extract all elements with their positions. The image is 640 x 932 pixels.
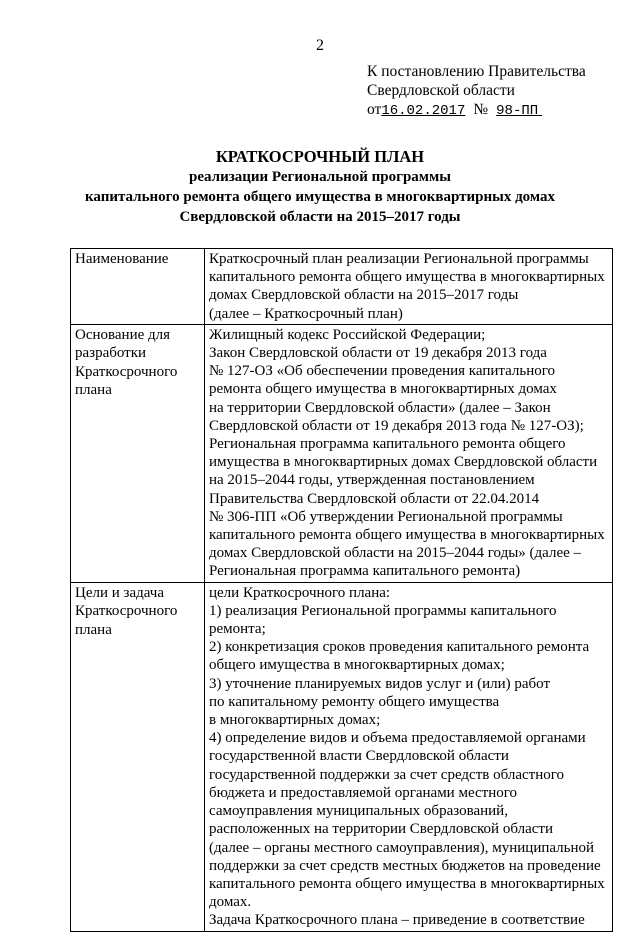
content-line: капитального ремонта общего имущества в многоквартирных [209,875,605,892]
approval-line-2: Свердловской области [367,82,515,99]
label-line: плана [75,621,112,638]
content-line: цели Краткосрочного плана: [209,584,391,601]
content-line: Закон Свердловской области от 19 декабря 2013 года [209,345,547,362]
document-title [0,146,640,227]
content-line: самоуправления муниципальных образований, [209,803,508,820]
title-line: Свердловской области на 2015–2017 годы [179,209,461,225]
plan-table [70,248,613,932]
content-line: в многоквартирных домах; [209,712,381,729]
content-line: общего имущества в многоквартирных домах; [209,657,505,674]
content-line: бюджета и предоставляемой органами местного [209,784,518,801]
title-line: капитального ремонта общего имущества в многоквартирных домах [85,189,555,205]
label-line: Краткосрочного [75,363,178,380]
content-line: ремонта; [209,621,266,638]
content-line: Краткосрочный план реализации Региональной программы [209,251,589,267]
content-line: Региональная программа капитального ремонта общего [209,436,566,453]
label-line: Основание для [75,326,171,343]
label-line: Наименование [75,251,169,267]
content-line: домах Свердловской области на 2015–2017 годы [209,287,519,304]
content-line: 1) реализация Региональной программы капитального [209,602,557,619]
title-main: КРАТКОСРОЧНЫЙ ПЛАН [215,147,425,166]
label-line: плана [75,382,112,399]
number-prefix: № [473,101,489,118]
content-line: по капитальному ремонту общего имущества [209,693,500,710]
content-line: Задача Краткосрочного плана – приведение в соответствие [209,912,585,929]
row-label [71,249,205,325]
content-line: государственной власти Свердловской области [209,748,509,765]
content-line: на территории Свердловской области» (далее – Закон [209,399,551,416]
content-line: домах. [209,894,252,911]
content-line: Жилищный кодекс Российской Федерации; [209,326,486,343]
title-line: реализации Региональной программы [189,169,451,185]
label-line: разработки [75,345,147,362]
approval-number: 98-ПП [496,103,539,119]
row-content [205,582,613,931]
content-line: Свердловской области от 19 декабря 2013 года № 127-ОЗ); [209,417,584,434]
content-line: ремонта общего имущества в многоквартирных домах [209,381,557,398]
page-number: 2 [316,37,324,54]
content-line: расположенных на территории Свердловской области [209,821,553,838]
row-content [205,249,613,325]
content-line: поддержки за счет средств местных бюджетов на проведение [209,857,601,874]
content-line: имущества в многоквартирных домах Свердловской области [209,454,598,471]
approval-block [367,62,586,121]
content-line: (далее – органы местного самоуправления), муниципальной [209,839,595,856]
content-line: 4) определение видов и объема предоставляемой органами [209,730,586,747]
table-row-basis [71,324,613,582]
content-line: домах Свердловской области на 2015–2044 годы» (далее – [209,545,582,562]
content-line: Правительства Свердловской области от 22.04.2014 [209,490,540,507]
content-line: на 2015–2044 годы, утвержденная постановлением [209,472,535,489]
approval-date-line [367,100,586,121]
content-line: 3) уточнение планируемых видов услуг и (или) работ [209,675,551,692]
table-row-name [71,249,613,325]
table-row-goals [71,582,613,931]
content-line: капитального ремонта общего имущества в многоквартирных [209,269,605,286]
row-content [205,324,613,582]
content-line: № 306-ПП «Об утверждении Региональной программы [209,508,563,525]
content-line: (далее – Краткосрочный план) [209,305,403,322]
content-line: 2) конкретизация сроков проведения капитального ремонта [209,639,590,656]
label-line: Краткосрочного [75,603,178,620]
label-line: Цели и задача [75,584,165,601]
content-line: капитального ремонта общего имущества в многоквартирных [209,527,605,544]
content-line: № 127-ОЗ «Об обеспечении проведения капитального [209,363,556,380]
approval-date: 16.02.2017 [381,103,466,119]
content-line: государственной поддержки за счет средств областного [209,766,565,783]
row-label [71,324,205,582]
date-prefix: от [367,101,382,118]
row-label [71,582,205,931]
content-line: Региональная программа капитального ремонта) [209,563,521,580]
approval-line-1: К постановлению Правительства [367,63,586,80]
